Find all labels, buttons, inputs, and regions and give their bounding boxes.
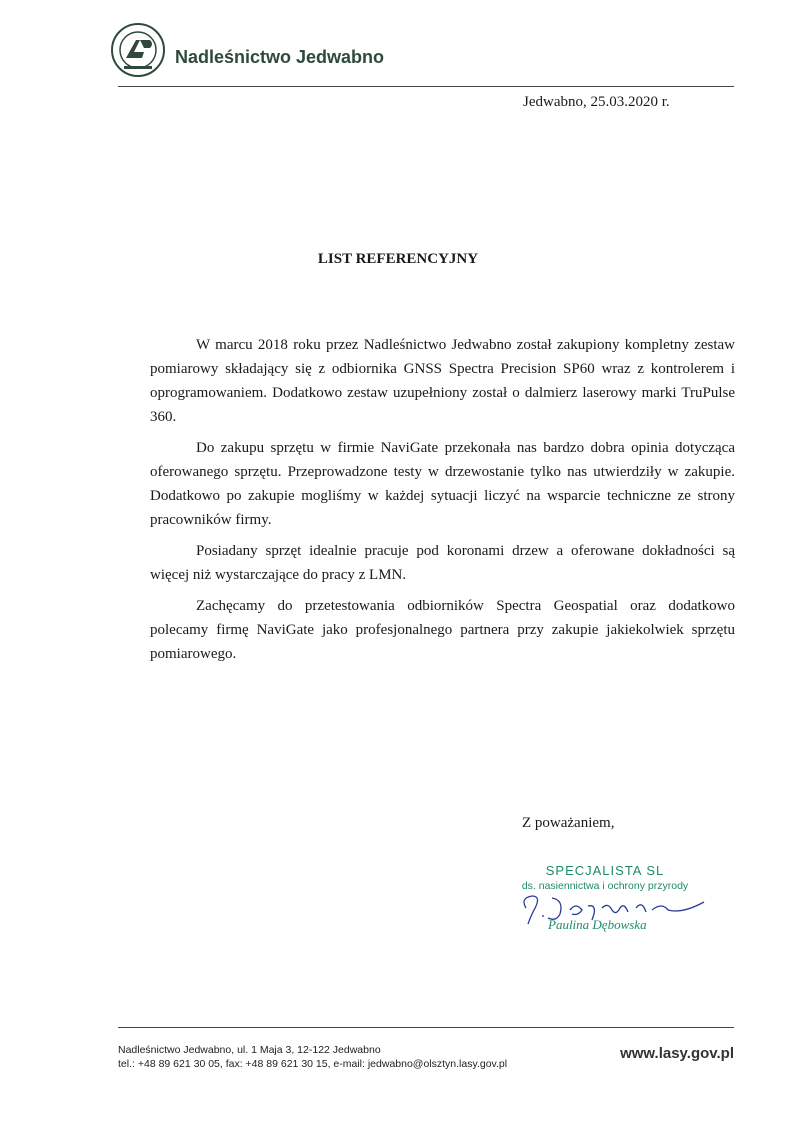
organization-name: Nadleśnictwo Jedwabno [175, 47, 385, 67]
lasy-panstwowe-logo-icon [110, 22, 166, 78]
stamp-role: SPECJALISTA SL [545, 863, 665, 878]
paragraph: W marcu 2018 roku przez Nadleśnictwo Jedwabno został zakupiony kompletny zestaw pomiarowy składający się z odbiornika GNSS Spectra Precision SP60 wraz z kontrolerem i oprogramowaniem. Dodatkowo zestaw uzupełniony został o dalmierz laserowy marki TruPulse 360. [150, 337, 735, 425]
footer-divider [118, 1027, 734, 1028]
paragraph: Posiadany sprzęt idealnie pracuje pod koronami drzew a oferowane dokładności są więcej niż wystarczające do pracy z LMN. [150, 543, 735, 583]
stamp-name: Paulina Dębowska [548, 917, 647, 932]
paragraph: Do zakupu sprzętu w firmie NaviGate przekonała nas bardzo dobra opinia dotycząca oferowanego sprzętu. Przeprowadzone testy w drzewostanie tylko nas utwierdziły w zakupie. Dodatkowo po zakupie mogliśmy w każdej sytuacji liczyć na wsparcie techniczne ze strony pracowników firmy. [150, 440, 735, 528]
stamp-department: ds. nasiennictwa i ochrony przyrody [521, 880, 689, 892]
closing: Z poważaniem, [522, 815, 615, 831]
footer-website: www.lasy.gov.pl [620, 1045, 734, 1062]
letter-title: LIST REFERENCYJNY [317, 251, 479, 267]
header-divider [118, 86, 734, 87]
footer-address [118, 1043, 507, 1071]
paragraph: Zachęcamy do przetestowania odbiorników Spectra Geospatial oraz dodatkowo polecamy firmę NaviGate jako profesjonalnego partnera przy zakupie jakiekolwiek sprzętu pomiarowego. [150, 598, 735, 662]
footer-address-line: Nadleśnictwo Jedwabno, ul. 1 Maja 3, 12-122 Jedwabno [118, 1044, 381, 1056]
letter-body [150, 333, 735, 673]
footer-contact-line: tel.: +48 89 621 30 05, fax: +48 89 621 30 15, e-mail: jedwabno@olsztyn.lasy.gov.pl [118, 1058, 508, 1070]
place-date: Jedwabno, 25.03.2020 r. [523, 94, 670, 110]
